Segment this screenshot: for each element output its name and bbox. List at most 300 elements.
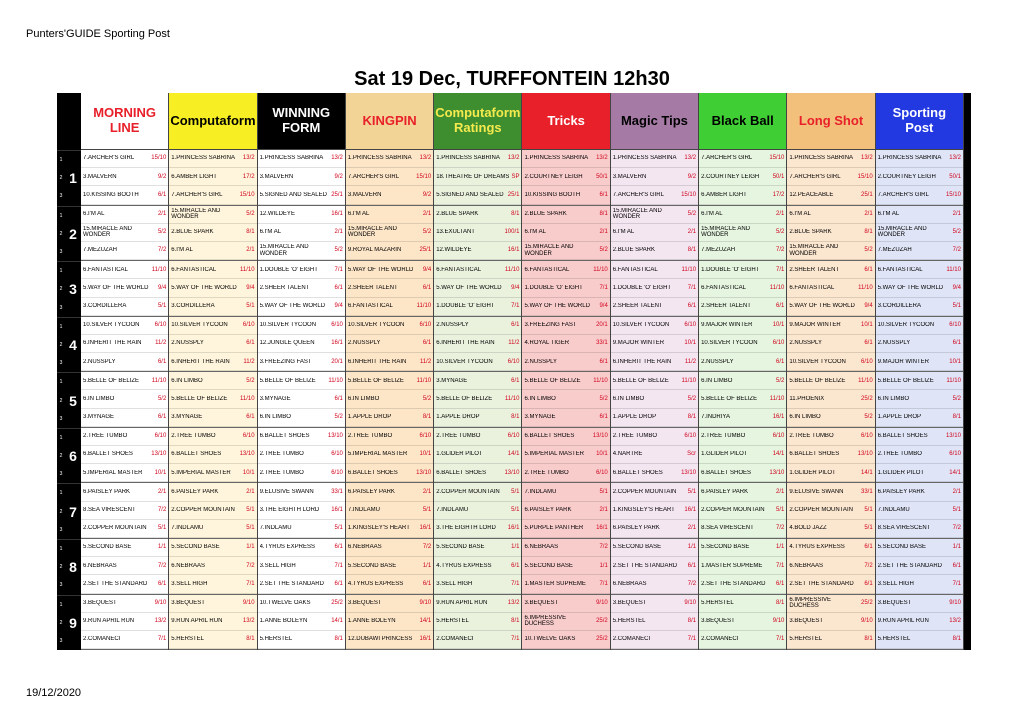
horse-name: 6.IN LIMBO (524, 395, 556, 402)
horse-name: 2.COMANECI (436, 636, 474, 643)
selection-row (522, 613, 609, 631)
horse-name: 2.COPPER MOUNTAIN (701, 507, 765, 513)
odds: 15/10 (151, 155, 167, 162)
odds: 6/10 (507, 433, 520, 440)
odds: 7/1 (599, 284, 608, 291)
odds: 14/1 (949, 469, 961, 476)
odds: 13/2 (154, 618, 167, 625)
odds: 15/10 (945, 191, 961, 198)
horse-name: 9.RUN APRIL RUN (436, 599, 488, 606)
horse-name: 3.CORDILLERA (877, 302, 922, 309)
selection-row (81, 242, 168, 260)
odds: 5/2 (599, 247, 608, 254)
odds: 13/2 (419, 155, 432, 162)
race-group (699, 539, 786, 595)
odds: 25/2 (860, 395, 873, 402)
odds: 1/1 (776, 544, 785, 551)
odds: 6/1 (599, 358, 608, 365)
odds: 13/2 (507, 155, 520, 162)
selection-row (169, 575, 256, 593)
odds: 1/1 (599, 562, 608, 569)
selection-row (81, 206, 168, 224)
selection-row (81, 613, 168, 631)
odds: 9/10 (242, 599, 255, 606)
selection-row (169, 224, 256, 242)
odds: 2/1 (157, 211, 167, 217)
selection-row (346, 150, 433, 168)
selection-row (258, 298, 345, 316)
odds: 6/1 (511, 562, 520, 569)
odds: 25/2 (596, 636, 608, 643)
odds: 2/1 (422, 488, 432, 495)
position-number: 3 (59, 526, 63, 533)
race-group (169, 372, 256, 428)
race-group (258, 428, 345, 484)
position-number: 2 (59, 175, 63, 182)
selection-row (434, 631, 521, 649)
selection-row (787, 409, 874, 427)
selection-row (699, 631, 786, 649)
odds: 11/10 (504, 266, 520, 273)
odds: 13/10 (945, 433, 961, 440)
race-group (787, 150, 874, 206)
odds: 6/1 (952, 562, 961, 569)
horse-name: 3.CORDILLERA (171, 302, 215, 309)
selection-row (876, 446, 963, 464)
selection-row (258, 206, 345, 224)
position-number: 2 (59, 230, 63, 237)
odds: 13/10 (327, 433, 343, 440)
selection-row (611, 242, 698, 260)
odds: 1/1 (157, 544, 167, 551)
horse-name: 2.SET THE STANDARD (83, 580, 148, 587)
horse-name: 6.IMPRESSIVE DUCHESS (524, 614, 567, 628)
selection-row (787, 242, 874, 260)
horse-name: 6.IN LIMBO (701, 377, 733, 384)
odds: 6/10 (507, 358, 520, 365)
odds: 5/1 (246, 525, 255, 532)
odds: 6/10 (684, 433, 697, 440)
horse-name: 7.ARCHER'S GIRL (83, 155, 135, 162)
race-group (787, 483, 874, 539)
selection-row (434, 279, 521, 297)
horse-name: 6.BALLET SHOES (347, 469, 398, 476)
odds: 16/1 (684, 507, 697, 513)
selection-row (81, 261, 168, 279)
horse-name: 5.BELLE OF BELIZE (83, 377, 140, 384)
selection-row (346, 279, 433, 297)
horse-name: 4.BOLD JAZZ (789, 525, 827, 532)
horse-name: 3.MYNAGE (171, 414, 203, 421)
odds: 15/10 (769, 155, 785, 162)
selection-row (611, 520, 698, 538)
horse-name: 1.KINGSLEY'S HEART (612, 507, 675, 513)
race-group (346, 206, 433, 262)
horse-name: 6.BALLET SHOES (524, 433, 575, 440)
odds: 9/4 (157, 284, 167, 291)
horse-name: 4.TYRUS EXPRESS (436, 562, 492, 569)
selection-row (81, 390, 168, 408)
odds: 10/1 (154, 469, 167, 476)
odds: 14/1 (507, 451, 520, 458)
selection-row (346, 428, 433, 446)
odds: 16/1 (331, 340, 343, 347)
selection-row (699, 539, 786, 557)
odds: 9/2 (422, 191, 432, 198)
odds: 6/10 (242, 322, 255, 329)
odds: 6/1 (776, 358, 785, 365)
selection-row (169, 298, 256, 316)
horse-name: 1.GLIDER PILOT (436, 451, 483, 458)
horse-name: 3.BEQUEST (347, 599, 382, 606)
odds: 6/1 (334, 580, 343, 587)
odds: 11/2 (419, 358, 432, 365)
horse-name: 12.JUNGLE QUEEN (259, 340, 315, 347)
odds: 7/1 (776, 266, 785, 273)
selection-row (522, 409, 609, 427)
selection-row (611, 298, 698, 316)
odds: 9/4 (864, 302, 873, 309)
horse-name: 5.SECOND BASE (524, 562, 573, 569)
odds: 2/1 (599, 229, 608, 236)
tipster-header: Magic Tips (611, 93, 698, 150)
selection-row (876, 409, 963, 427)
horse-name: 5.BELLE OF BELIZE (347, 377, 404, 384)
selection-row (81, 631, 168, 649)
selection-row (258, 631, 345, 649)
selection-row (787, 428, 874, 446)
horse-name: 5.SIGNED AND SEALED (259, 191, 327, 198)
horse-name: 12.DUBAWI PRINCESS (347, 636, 413, 643)
race-group (522, 372, 609, 428)
selection-row (434, 168, 521, 186)
odds: 11/2 (508, 340, 520, 347)
odds: 1/1 (511, 544, 520, 551)
odds: 33/1 (331, 488, 343, 495)
horse-name: 6.PAISLEY PARK (877, 488, 925, 495)
horse-name: 3.BEQUEST (789, 618, 824, 625)
horse-name: 4.ROYAL TIGER (524, 340, 570, 347)
odds: 2/1 (246, 247, 255, 254)
odds: 8/1 (952, 636, 961, 643)
horse-name: 1.DOUBLE 'O' EIGHT (524, 284, 583, 291)
horse-name: 5.IMPERIAL MASTER (171, 469, 231, 476)
horse-name: 2.COPPER MOUNTAIN (436, 488, 500, 495)
tipster-column (81, 93, 169, 650)
horse-name: 15.MIRACLE AND WONDER (701, 226, 751, 239)
odds: 5/1 (864, 525, 873, 532)
horse-name: 1.ANNE BOLEYN (259, 618, 308, 625)
selection-row (522, 446, 609, 464)
selection-row (169, 150, 256, 168)
horse-name: 6.FANTASTICAL (171, 266, 217, 273)
horse-name: 3.MALVERN (83, 173, 117, 180)
horse-name: 3.MALVERN (347, 191, 382, 198)
horse-name: 2.NUSSPLY (347, 340, 381, 347)
selection-row (522, 353, 609, 371)
race-group (169, 206, 256, 262)
horse-name: 1.MASTER SUPREME (701, 562, 763, 569)
horse-name: 2.COURTNEY LEIGH (701, 173, 760, 180)
race-block (57, 539, 81, 595)
horse-name: 1.PRINCESS SABRINA (612, 155, 677, 162)
odds: 13/2 (684, 155, 697, 162)
horse-name: 2.COURTNEY LEIGH (877, 173, 936, 180)
odds: 14/1 (860, 469, 873, 476)
horse-name: 6.IN LIMBO (612, 395, 645, 402)
selection-row (258, 353, 345, 371)
selection-row (876, 557, 963, 575)
selection-row (81, 298, 168, 316)
selection-row (346, 353, 433, 371)
horse-name: 7.INDLAMU (524, 488, 557, 495)
race-group (81, 317, 168, 373)
selection-row (522, 595, 609, 613)
odds: 7/2 (952, 247, 961, 254)
odds: 13/10 (239, 451, 255, 458)
horse-name: 6.IN LIMBO (347, 395, 380, 402)
tipster-column (434, 93, 522, 650)
selection-row (787, 317, 874, 335)
horse-name: 6.NEBRAAS (789, 562, 824, 569)
race-block (57, 483, 81, 539)
horse-name: 1.PRINCESS SABRINA (171, 155, 235, 162)
odds: 6/1 (864, 266, 873, 273)
odds: 11/10 (681, 266, 697, 273)
selection-row (434, 335, 521, 353)
odds: 9/10 (596, 599, 608, 606)
odds: 5/2 (334, 414, 343, 421)
horse-name: 3.SELL HIGH (171, 580, 208, 587)
selection-row (258, 335, 345, 353)
horse-name: 2.TREE TUMBO (877, 451, 922, 458)
odds: 9/10 (772, 618, 785, 625)
horse-name: 3.BEQUEST (612, 599, 647, 606)
horse-name: 2.TREE TUMBO (612, 433, 658, 440)
odds: 11/2 (243, 358, 255, 365)
selection-row (346, 613, 433, 631)
selection-row (258, 575, 345, 593)
race-group (787, 261, 874, 317)
selection-row (81, 483, 168, 501)
odds: 15/10 (239, 191, 255, 198)
horse-name: 3.BEQUEST (171, 599, 205, 606)
odds: 7/1 (511, 636, 520, 643)
odds: 6/1 (776, 302, 785, 309)
horse-name: 10.SILVER TYCOON (171, 322, 228, 329)
odds: 5/2 (334, 247, 343, 254)
horse-name: 15.MIRACLE AND WONDER (347, 226, 397, 239)
selection-row (258, 595, 345, 613)
selection-row (169, 317, 256, 335)
horse-name: 7.INDLAMU (171, 525, 204, 532)
position-number: 3 (59, 415, 63, 422)
odds: 13/10 (592, 433, 608, 440)
selection-row (346, 186, 433, 204)
selection-row (81, 150, 168, 168)
selection-row (346, 483, 433, 501)
horse-name: 1.DOUBLE 'O' EIGHT (612, 284, 672, 291)
race-group (169, 483, 256, 539)
odds: 1/1 (687, 544, 697, 551)
selection-row (81, 428, 168, 446)
horse-name: 3.SELL HIGH (259, 562, 296, 569)
selection-row (169, 409, 256, 427)
horse-name: 2.BLUE SPARK (436, 211, 479, 217)
horse-name: 9.ROYAL MAZARIN (347, 247, 402, 254)
horse-name: 2.NUSSPLY (877, 340, 911, 347)
selection-row (522, 464, 609, 482)
selection-row (169, 206, 256, 224)
horse-name: 11.PHOENIX (789, 395, 825, 402)
selection-row (876, 631, 963, 649)
odds: 5/1 (246, 302, 255, 309)
selection-row (787, 186, 874, 204)
horse-name: 7.ARCHER'S GIRL (789, 173, 841, 180)
horse-name: 6.I'M AL (877, 211, 900, 217)
selection-row (81, 279, 168, 297)
selection-row (611, 409, 698, 427)
selection-row (787, 298, 874, 316)
odds: 10/1 (596, 451, 608, 458)
horse-name: 7.INDRIYA (701, 414, 730, 421)
odds: 8/1 (687, 618, 697, 625)
selection-row (81, 224, 168, 242)
selection-row (522, 539, 609, 557)
selection-row (876, 483, 963, 501)
horse-name: 7.INDLAMU (259, 525, 292, 532)
odds: 6/10 (684, 322, 697, 329)
selection-row (522, 186, 609, 204)
horse-name: 6.I'M AL (612, 229, 635, 236)
horse-name: 6.BALLET SHOES (789, 451, 840, 458)
position-number: 3 (59, 304, 63, 311)
selection-row (787, 372, 874, 390)
horse-name: 6.FANTASTICAL (524, 266, 570, 273)
odds: 6/10 (596, 469, 608, 476)
horse-name: 5.WAY OF THE WORLD (171, 284, 237, 291)
odds: 6/10 (772, 340, 785, 347)
race-group (787, 206, 874, 262)
race-group (258, 372, 345, 428)
selection-row (258, 317, 345, 335)
odds: 7/1 (334, 266, 343, 273)
selection-row (699, 575, 786, 593)
horse-name: 2.TREE TUMBO (259, 469, 304, 476)
horse-name: 4.NARTRE (612, 451, 643, 458)
horse-name: 1.GLIDER PILOT (701, 451, 748, 458)
selection-row (699, 168, 786, 186)
position-number: 1 (59, 490, 63, 497)
odds: 25/1 (419, 247, 432, 254)
odds: 5/1 (511, 488, 520, 495)
odds: 6/1 (334, 395, 343, 402)
odds: 2/1 (864, 211, 873, 217)
selection-row (434, 520, 521, 538)
page-title: Sat 19 Dec, TURFFONTEIN 12h30 (354, 68, 670, 90)
selection-row (346, 206, 433, 224)
selection-row (434, 298, 521, 316)
horse-name: 6.NEBRAAS (347, 544, 382, 551)
selection-row (434, 428, 521, 446)
odds: 11/10 (769, 395, 785, 402)
position-number: 1 (59, 212, 63, 219)
selection-row (434, 613, 521, 631)
horse-name: 9.MAJOR WINTER (789, 322, 841, 329)
odds: 1/1 (246, 544, 255, 551)
race-group (699, 261, 786, 317)
selection-row (787, 446, 874, 464)
odds: 8/1 (511, 211, 520, 217)
horse-name: 6.I'M AL (789, 211, 811, 217)
selection-row (258, 613, 345, 631)
odds: 16/1 (331, 211, 343, 217)
horse-name: 5.BELLE OF BELIZE (701, 395, 758, 402)
horse-name: 2.BLUE SPARK (789, 229, 832, 236)
race-group (81, 206, 168, 262)
selection-row (258, 186, 345, 204)
odds: 16/1 (596, 525, 608, 532)
horse-name: 1.DOUBLE 'O' EIGHT (701, 266, 760, 273)
odds: 11/10 (858, 377, 873, 384)
horse-name: 2.COPPER MOUNTAIN (83, 525, 147, 532)
race-group (876, 372, 963, 428)
selection-row (169, 335, 256, 353)
selection-row (699, 261, 786, 279)
position-number: 3 (59, 471, 63, 478)
tipster-header: WINNING FORM (258, 93, 345, 150)
selection-row (169, 464, 256, 482)
selection-row (876, 335, 963, 353)
horse-name: 1.MASTER SUPREME (524, 580, 586, 587)
tipster-column (346, 93, 434, 650)
horse-name: 5.SECOND BASE (701, 544, 750, 551)
selection-row (169, 168, 256, 186)
horse-name: 15.MIRACLE AND WONDER (171, 207, 221, 221)
odds: 16/1 (507, 247, 520, 254)
selection-row (876, 224, 963, 242)
odds: 6/1 (599, 191, 608, 198)
horse-name: 2.COMANECI (701, 636, 739, 643)
position-number: 2 (59, 564, 63, 571)
odds: 8/1 (334, 636, 343, 643)
odds: 6/10 (860, 433, 873, 440)
selection-row (258, 224, 345, 242)
selection-row (81, 595, 168, 613)
odds: 25/1 (860, 191, 873, 198)
odds: 6/1 (334, 544, 343, 551)
race-group (434, 539, 521, 595)
race-group (81, 483, 168, 539)
odds: 8/1 (776, 599, 785, 606)
selection-row (81, 539, 168, 557)
race-group (522, 261, 609, 317)
odds: 7/2 (157, 562, 167, 569)
odds: 8/1 (246, 636, 255, 643)
odds: 11/10 (416, 377, 432, 384)
odds: 11/10 (946, 266, 961, 273)
horse-name: 6.BALLET SHOES (701, 469, 751, 476)
selection-row (434, 502, 521, 520)
selection-row (876, 595, 963, 613)
odds: 33/1 (596, 340, 608, 347)
selection-row (434, 483, 521, 501)
horse-name: 7.ARCHER'S GIRL (701, 155, 753, 162)
selection-row (346, 502, 433, 520)
odds: 7/1 (334, 562, 343, 569)
horse-name: 5.WAY OF THE WORLD (524, 302, 590, 309)
selection-row (81, 353, 168, 371)
